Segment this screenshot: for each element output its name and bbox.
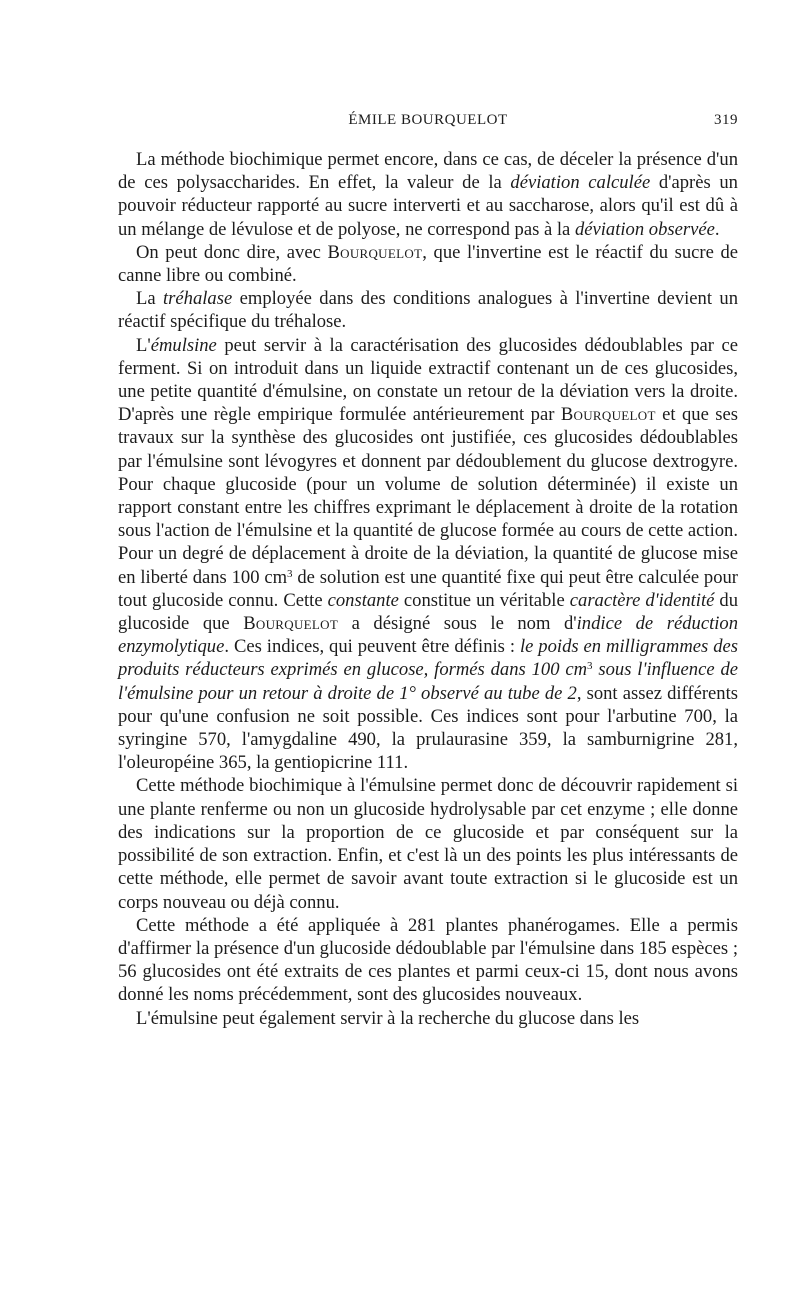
text-run: , sont assez différents pour qu'une confusion ne soit possible. Ces indices sont pour l'arbutine 700, la syringine 570, l'amygdaline 490, la prulaurasine 359, la samburnigrine 281, l'oleuropéine 365, la gentiopicrine 111. (118, 682, 738, 774)
italic-term: émulsine (150, 334, 217, 356)
author-name: Bourquelot (560, 404, 656, 426)
text-run: . Ces indices, qui peuvent être définis : (224, 636, 520, 658)
italic-term: constante (327, 589, 399, 611)
text-run: On peut donc dire, avec (136, 241, 328, 263)
italic-term: tréhalase (163, 288, 233, 310)
text-run: peut servir à la caractérisation des glucosides dédoublables par ce ferment. Si on introduit dans un liquide extractif contenant un de ces glucosides, une petite quantité d'émulsine, on constate un retour de la déviation vers la droite. D'après une règle empirique formulée antérieurement par (118, 334, 738, 426)
text-run: et que ses travaux sur la synthèse des glucosides ont justifiée, ces glucosides dédoublables par l'émulsine sont lévogyres et donnent par dédoublement du glucose dextrogyre. Pour chaque glucoside (pour un volume de solution déterminée) il existe un rapport constant entre les chiffres exprimant le déplacement à droite de la rotation sous l'action de l'émulsine et la quantité de glucose formée au cours de cette action. Pour un degré de déplacement à droite de la déviation, la quantité de glucose mise en liberté dans 100 cm (118, 404, 738, 588)
page-number: 319 (714, 112, 738, 128)
running-title: ÉMILE BOURQUELOT (348, 112, 508, 128)
superscript: 3 (587, 660, 593, 673)
text-run: La (136, 288, 164, 310)
text-run: , que l'invertine est le réactif du sucre de canne libre ou combiné. (118, 241, 738, 287)
italic-definition: le poids en milligrammes des produits réducteurs exprimés en glucose, formés dans 100 cm (118, 636, 738, 681)
text-run: d'après un pouvoir réducteur rapporté au sucre interverti et au saccharose, alors qu'il est dû à un mélange de lévulose et de polyose, ne correspond pas à la (118, 172, 738, 240)
italic-term: caractère d'identité (569, 589, 715, 611)
body-text (118, 148, 738, 1030)
text-run: . (714, 218, 720, 240)
text-run: employée dans des conditions analogues à l'invertine devient un réactif spécifique du tréhalose. (118, 288, 738, 333)
text-run: constitue un véritable (398, 589, 570, 611)
text-run: du glucoside que (118, 589, 739, 635)
paragraph-6 (118, 914, 738, 1007)
superscript: 3 (287, 567, 293, 580)
text-run: de solution est une quantité fixe qui peut être calculée pour tout glucoside connu. Cette (118, 566, 738, 611)
author-name: Bourquelot (243, 613, 339, 635)
italic-term: indice de réduction enzymolytique (118, 613, 738, 658)
text-run: L' (136, 334, 151, 356)
text-run: L'émulsine peut également servir à la recherche du glucose dans les (136, 1007, 640, 1029)
text-run: Cette méthode a été appliquée à 281 plantes phanérogames. Elle a permis d'affirmer la présence d'un glucoside dédoublable par l'émulsine dans 185 espèces ; 56 glucosides ont été extraits de ces plantes et parmi ceux-ci 15, dont nous avons donné les noms précédemment, sont des glucosides nouveaux. (118, 914, 738, 1006)
paragraph-7 (118, 1007, 738, 1030)
text-run: a désigné sous le nom d' (338, 613, 577, 635)
italic-term: déviation observée (574, 218, 715, 240)
author-name: Bourquelot (327, 241, 423, 263)
italic-definition: sous l'influence de l'émulsine pour un retour à droite de 1° observé au tube de 2 (118, 659, 738, 704)
paragraph-5 (118, 774, 738, 913)
running-head (118, 112, 738, 136)
paragraph-3 (118, 287, 738, 333)
paragraph-1 (118, 148, 738, 241)
paragraph-2 (118, 241, 738, 287)
italic-term: déviation calculée (510, 172, 651, 194)
text-run: Cette méthode biochimique à l'émulsine permet donc de découvrir rapidement si une plante renferme ou non un glucoside hydrolysable par cet enzyme ; elle donne des indications sur la proportion de ce glucoside et par conséquent sur la possibilité de son extraction. Enfin, et c'est là un des points les plus intéressants de cette méthode, elle permet de savoir avant toute extraction si le glucoside est un corps nouveau ou déjà connu. (118, 775, 738, 913)
text-run: La méthode biochimique permet encore, dans ce cas, de déceler la présence d'un de ces polysaccharides. En effet, la valeur de la (118, 149, 738, 194)
paragraph-4 (118, 334, 738, 775)
